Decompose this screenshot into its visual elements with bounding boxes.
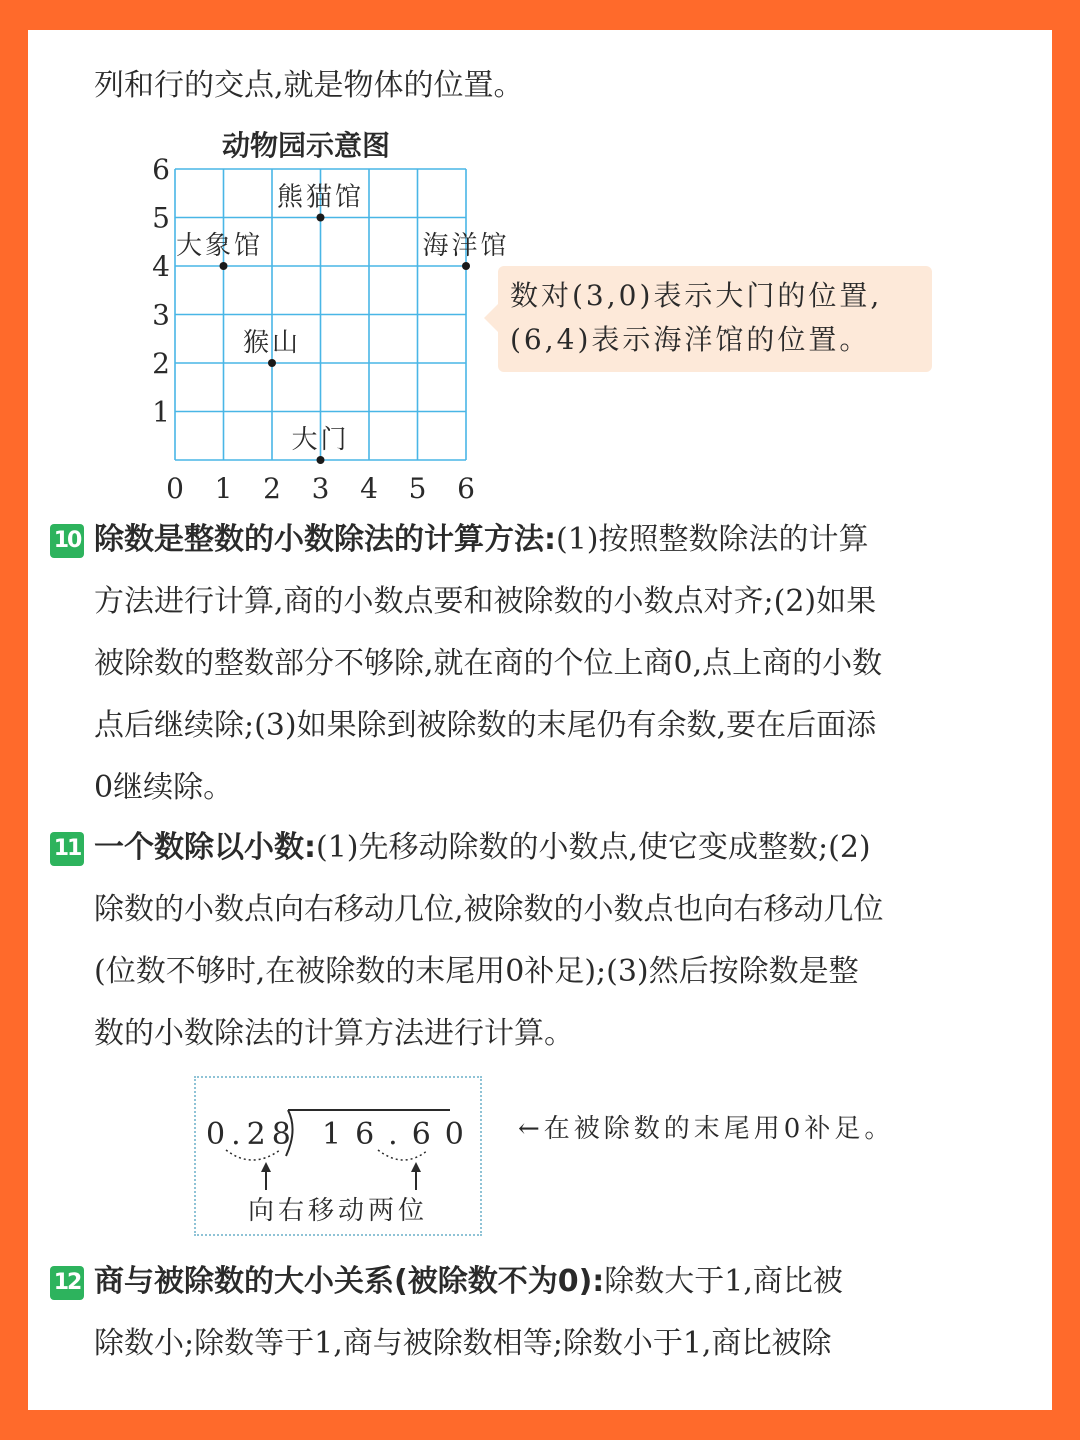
point-label: 大门 xyxy=(291,425,350,455)
dividend-text: 16.60 xyxy=(322,1117,478,1152)
y-tick-label: 4 xyxy=(152,250,170,283)
section-11-first-line xyxy=(94,828,871,868)
section-10-title: 除数是整数的小数除法的计算方法: xyxy=(94,522,556,557)
append-zero-note: ←在被除数的末尾用0补足。 xyxy=(518,1114,895,1144)
point-marker xyxy=(462,262,470,270)
up-arrowhead-left xyxy=(261,1162,271,1172)
section-12-line-2: 除数小;除数等于1,商与被除数相等;除数小于1,商比被除 xyxy=(94,1326,832,1361)
y-tick-label: 3 xyxy=(152,298,170,332)
callout-line-2: (6,4)表示海洋馆的位置。 xyxy=(510,323,871,356)
point-marker xyxy=(268,359,276,367)
section-11-line-2: 除数的小数点向右移动几位,被除数的小数点也向右移动几位 xyxy=(94,892,884,927)
point-label: 猴山 xyxy=(242,328,302,358)
chart-title: 动物园示意图 xyxy=(222,129,391,162)
x-tick-label: 3 xyxy=(311,472,330,505)
section-10-line-4: 点后继续除;(3)如果除到被除数的末尾仍有余数,要在后面添 xyxy=(94,708,877,743)
section-10-line-3: 被除数的整数部分不够除,就在商的个位上商0,点上商的小数 xyxy=(94,646,883,681)
page xyxy=(28,30,1052,1410)
intro-text: 列和行的交点,就是物体的位置。 xyxy=(94,68,524,103)
y-tick-label: 6 xyxy=(152,153,170,186)
section-10-badge: 10 xyxy=(50,524,84,558)
section-12-line-1: 除数大于1,商比被 xyxy=(604,1264,843,1299)
x-tick-label: 6 xyxy=(457,472,475,505)
point-marker xyxy=(317,214,325,222)
point-label: 海洋馆 xyxy=(422,231,510,261)
point-marker xyxy=(220,262,228,270)
callout-bubble xyxy=(498,266,932,372)
section-11-line-1: (1)先移动除数的小数点,使它变成整数;(2) xyxy=(316,830,871,865)
section-11-title: 一个数除以小数: xyxy=(94,830,316,865)
division-example-box xyxy=(194,1076,482,1236)
section-12-first-line xyxy=(94,1262,843,1302)
x-tick-label: 4 xyxy=(360,472,378,505)
x-tick-label: 0 xyxy=(166,472,184,505)
section-12-title: 商与被除数的大小关系(被除数不为0): xyxy=(94,1264,605,1299)
point-label: 大象馆 xyxy=(175,231,264,261)
x-tick-label: 5 xyxy=(408,472,427,505)
y-tick-label: 1 xyxy=(152,395,170,429)
x-tick-label: 2 xyxy=(263,472,281,505)
move-two-places-label: 向右移动两位 xyxy=(248,1196,429,1226)
callout-tip xyxy=(484,304,498,332)
point-marker xyxy=(317,456,325,464)
section-10-line-2: 方法进行计算,商的小数点要和被除数的小数点对齐;(2)如果 xyxy=(94,584,877,619)
point-label: 熊猫馆 xyxy=(276,182,365,213)
section-11-line-3: (位数不够时,在被除数的末尾用0补足);(3)然后按除数是整 xyxy=(94,954,859,989)
section-12-badge: 12 xyxy=(50,1266,84,1300)
up-arrowhead-right xyxy=(411,1162,421,1172)
x-tick-label: 1 xyxy=(214,472,233,505)
section-11-badge: 11 xyxy=(50,832,84,866)
divisor-text: 0.28 xyxy=(206,1117,297,1152)
section-11-line-4: 数的小数除法的计算方法进行计算。 xyxy=(94,1016,574,1051)
section-10-line-1: (1)按照整数除法的计算 xyxy=(556,522,869,557)
section-10-first-line xyxy=(94,520,869,560)
y-tick-label: 2 xyxy=(152,347,170,380)
section-10-line-5: 0继续除。 xyxy=(94,770,234,805)
callout-line-1: 数对(3,0)表示大门的位置, xyxy=(510,279,883,312)
y-tick-label: 5 xyxy=(152,201,170,235)
